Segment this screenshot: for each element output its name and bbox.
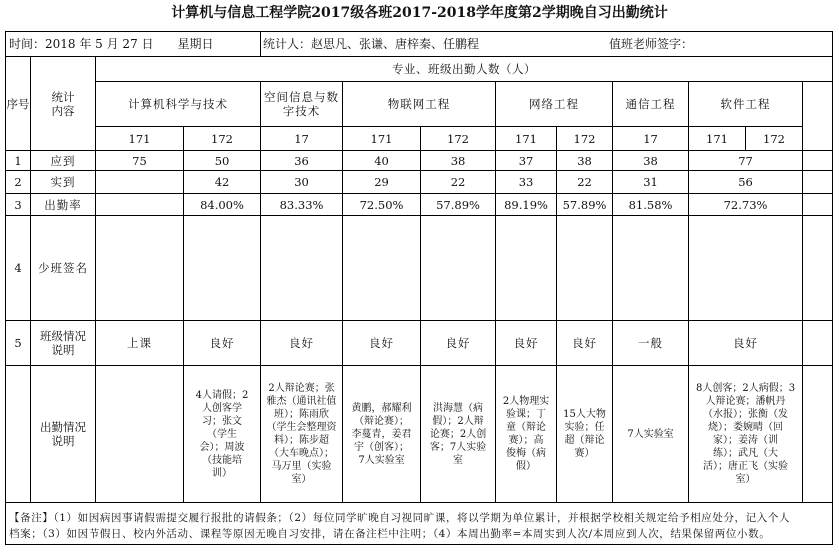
text-line: 统计: [51, 89, 75, 104]
class-header: 171: [343, 127, 421, 151]
text-line: （学生会整理资: [266, 422, 337, 433]
footer-notes: [6, 503, 833, 545]
text-line: 室: [453, 454, 464, 466]
footer-row: [6, 503, 833, 545]
data-cell: 38: [421, 151, 496, 171]
header-content: [31, 57, 96, 151]
text-line: 练）；武凡（大: [713, 448, 779, 459]
data-cell: 良好: [421, 321, 496, 366]
text-line: 黄鹏，郝耀利: [351, 402, 412, 414]
data-cell: 22: [557, 171, 613, 194]
remarks-cell: [803, 151, 833, 171]
signature-cell: [343, 216, 421, 321]
data-cell: 36: [261, 151, 343, 171]
text-line: 档案；（3）如因节假日、校内外活动、课程等原因无晚自习安排，请在备注栏中注明；（4）本周出勤率=本周实到人次/本周应到人次，结果保留两位小数。: [9, 528, 771, 540]
signature-cell: [184, 216, 261, 321]
text-line: 室）: [291, 474, 312, 485]
row-number: 2: [6, 171, 31, 194]
data-cell: 56: [689, 171, 803, 194]
text-line: 宇（创客）；: [354, 441, 410, 453]
major-header-network: [496, 82, 613, 127]
class-header: 171: [689, 127, 746, 151]
major-header-iot: [343, 82, 496, 127]
data-cell: 37: [496, 151, 557, 171]
data-cell: 31: [613, 171, 689, 194]
text-line: 物联网工程: [387, 97, 451, 111]
signature-cell: [261, 216, 343, 321]
data-cell: 上课: [96, 321, 184, 366]
counters-field: 统计人：赵思凡、张谦、唐梓秦、任鹏程: [263, 37, 480, 51]
text-line: 人辩论赛；潘帆丹: [705, 396, 786, 407]
data-cell: 83.33%: [261, 194, 343, 216]
text-line: 2人辩论赛；张: [268, 383, 335, 394]
text-line: 洪海慧（病: [433, 402, 484, 414]
remarks-cell: [803, 194, 833, 216]
signature-cell: [557, 216, 613, 321]
major-header-spatial-information: [261, 82, 343, 127]
text-line: 计算机科学与技术: [128, 97, 229, 111]
info-row: [6, 32, 833, 57]
signature-cell: [613, 216, 689, 321]
header-group: 专业、班级出勤人数（人）: [96, 57, 833, 82]
note-cell: [184, 366, 261, 503]
text-line: 少班签名: [38, 261, 88, 275]
text-line: 【备注】（1）如因病因事请假需提交履行报批的请假条；（2）每位同学旷晚自习视同旷课，将以学期为单位累计，并根据学校相关规定给予相应处分，记入个人: [9, 512, 791, 524]
text-line: 软件工程: [720, 97, 771, 111]
data-cell: [96, 171, 184, 194]
table-row: [6, 366, 833, 503]
text-line: 训）: [212, 467, 233, 479]
text-line: 俊梅（病: [506, 448, 547, 459]
table-row: [6, 194, 833, 216]
note-cell: [613, 366, 689, 503]
data-cell: 57.89%: [421, 194, 496, 216]
header-row: [6, 57, 833, 82]
class-header: 17: [261, 127, 343, 151]
major-header-computer-science: [96, 82, 261, 127]
text-line: 4人请假；2: [195, 389, 249, 401]
text-line: 出勤率: [44, 197, 82, 212]
text-line: 说明: [51, 343, 75, 357]
data-cell: 良好: [496, 321, 557, 366]
data-cell: 50: [184, 151, 261, 171]
text-line: 马万里（实验: [271, 461, 332, 472]
teacher-sign-field: 值班老师签字：: [609, 37, 694, 51]
text-line: 料）；陈步超: [274, 435, 330, 446]
data-cell: 良好: [343, 321, 421, 366]
text-line: 通信工程: [625, 97, 676, 111]
page-title: 计算机与信息工程学院2017级各班2017-2018学年度第2学期晚自习出勤统计: [171, 5, 668, 21]
data-cell: 一般: [613, 321, 689, 366]
text-line: 童（辩论: [506, 422, 547, 433]
text-line: 8人创客；2人病假；3: [695, 383, 796, 394]
text-line: （技能培: [202, 454, 243, 466]
row-number: 4: [6, 216, 31, 321]
class-header: 171: [96, 127, 184, 151]
data-cell: 77: [689, 151, 803, 171]
remarks-cell: [803, 171, 833, 194]
data-cell: 89.19%: [496, 194, 557, 216]
text-line: 客；7人实验: [429, 441, 487, 453]
data-cell: 57.89%: [557, 194, 613, 216]
text-line: 7人实验室: [627, 428, 674, 440]
text-line: 习；张文: [202, 415, 243, 427]
text-line: （学生: [207, 428, 238, 440]
text-line: 实到: [50, 175, 76, 189]
row-number: 1: [6, 151, 31, 171]
row-number: 3: [6, 194, 31, 216]
note-cell: [261, 366, 343, 503]
class-header-row: [6, 127, 833, 151]
text-line: 人创客学: [202, 402, 243, 414]
major-header-software: [689, 82, 803, 127]
data-cell: 38: [557, 151, 613, 171]
note-cell: [689, 366, 803, 503]
table-row: [6, 321, 833, 366]
text-line: 论赛；2人创: [429, 428, 487, 440]
data-cell: 良好: [689, 321, 803, 366]
text-line: 班级情况: [40, 329, 86, 343]
text-line: 字技术: [282, 104, 321, 118]
data-cell: 22: [421, 171, 496, 194]
text-line: 烧）；娄婉晴（回: [708, 422, 784, 433]
text-line: 空间信息与数: [264, 90, 340, 104]
data-cell: 29: [343, 171, 421, 194]
text-line: 7人实验室: [358, 454, 405, 466]
row-number: 5: [6, 321, 31, 366]
class-header: 17: [613, 127, 689, 151]
text-line: 假）；2人辩: [432, 415, 484, 427]
table-row: [6, 151, 833, 171]
text-line: 李蔓青，姜君: [351, 428, 412, 440]
signature-cell: [496, 216, 557, 321]
data-cell: 75: [96, 151, 184, 171]
data-cell: 38: [613, 151, 689, 171]
text-line: 实验；任: [564, 422, 605, 433]
attendance-table: [5, 31, 833, 545]
text-line: 假）: [516, 461, 537, 472]
table-row: [6, 171, 833, 194]
remarks-cell: [803, 366, 833, 503]
row-label: [31, 194, 96, 216]
note-cell: [96, 366, 184, 503]
data-cell: 33: [496, 171, 557, 194]
text-line: 活）；唐正飞（实验: [703, 461, 789, 472]
row-label: [31, 216, 96, 321]
data-cell: 良好: [184, 321, 261, 366]
header-index: 序号: [6, 57, 31, 151]
data-cell: 42: [184, 171, 261, 194]
text-line: 雅杰（通讯社值: [266, 396, 337, 407]
data-cell: 良好: [557, 321, 613, 366]
class-header: 172: [421, 127, 496, 151]
major-header-row: [6, 82, 833, 127]
text-line: 家）；姜涛（训: [713, 435, 779, 446]
text-line: 室）: [735, 474, 756, 485]
note-cell: [496, 366, 557, 503]
time-field: 时间：2018 年 5 月 27 日 星期日: [6, 32, 261, 57]
row-label: [31, 321, 96, 366]
class-header: 171: [496, 127, 557, 151]
data-cell: [96, 194, 184, 216]
text-line: 验课；丁: [506, 409, 547, 420]
text-line: 赛）: [574, 448, 595, 459]
data-cell: 40: [343, 151, 421, 171]
row-label: [31, 171, 96, 194]
class-header: 172: [184, 127, 261, 151]
text-line: 内容: [51, 103, 75, 118]
major-header-communication: [613, 82, 689, 127]
signature-cell: [421, 216, 496, 321]
remarks-cell: [803, 216, 833, 321]
note-cell: [343, 366, 421, 503]
text-line: 赛）；高: [508, 435, 544, 446]
row-label: [31, 151, 96, 171]
text-line: （大车晚点）；: [269, 448, 335, 459]
row-number: [6, 366, 31, 503]
text-line: 说明: [51, 434, 75, 448]
data-cell: 良好: [261, 321, 343, 366]
remarks-cell: [803, 321, 833, 366]
text-line: 2人物理实: [502, 396, 550, 407]
signature-cell: [96, 216, 184, 321]
class-header: 172: [557, 127, 613, 151]
text-line: （辩论赛）；: [354, 415, 410, 427]
data-cell: 72.50%: [343, 194, 421, 216]
note-cell: [557, 366, 613, 503]
data-cell: 30: [261, 171, 343, 194]
info-right-cell: [261, 32, 833, 57]
table-row: [6, 216, 833, 321]
data-cell: 81.58%: [613, 194, 689, 216]
text-line: 网络工程: [529, 97, 580, 111]
text-line: 15人大物: [563, 409, 606, 420]
text-line: 出勤情况: [40, 420, 86, 434]
data-cell: 72.73%: [689, 194, 803, 216]
note-cell: [421, 366, 496, 503]
text-line: （水报）；张衡（发: [703, 409, 789, 420]
class-header: 172: [746, 127, 803, 151]
text-line: 会）；周波: [199, 441, 245, 453]
signature-cell: [689, 216, 803, 321]
text-line: 班）；陈雨欣: [274, 409, 330, 420]
row-label: [31, 366, 96, 503]
data-cell: 84.00%: [184, 194, 261, 216]
text-line: 应到: [50, 153, 76, 168]
text-line: 超（辩论: [564, 435, 605, 446]
